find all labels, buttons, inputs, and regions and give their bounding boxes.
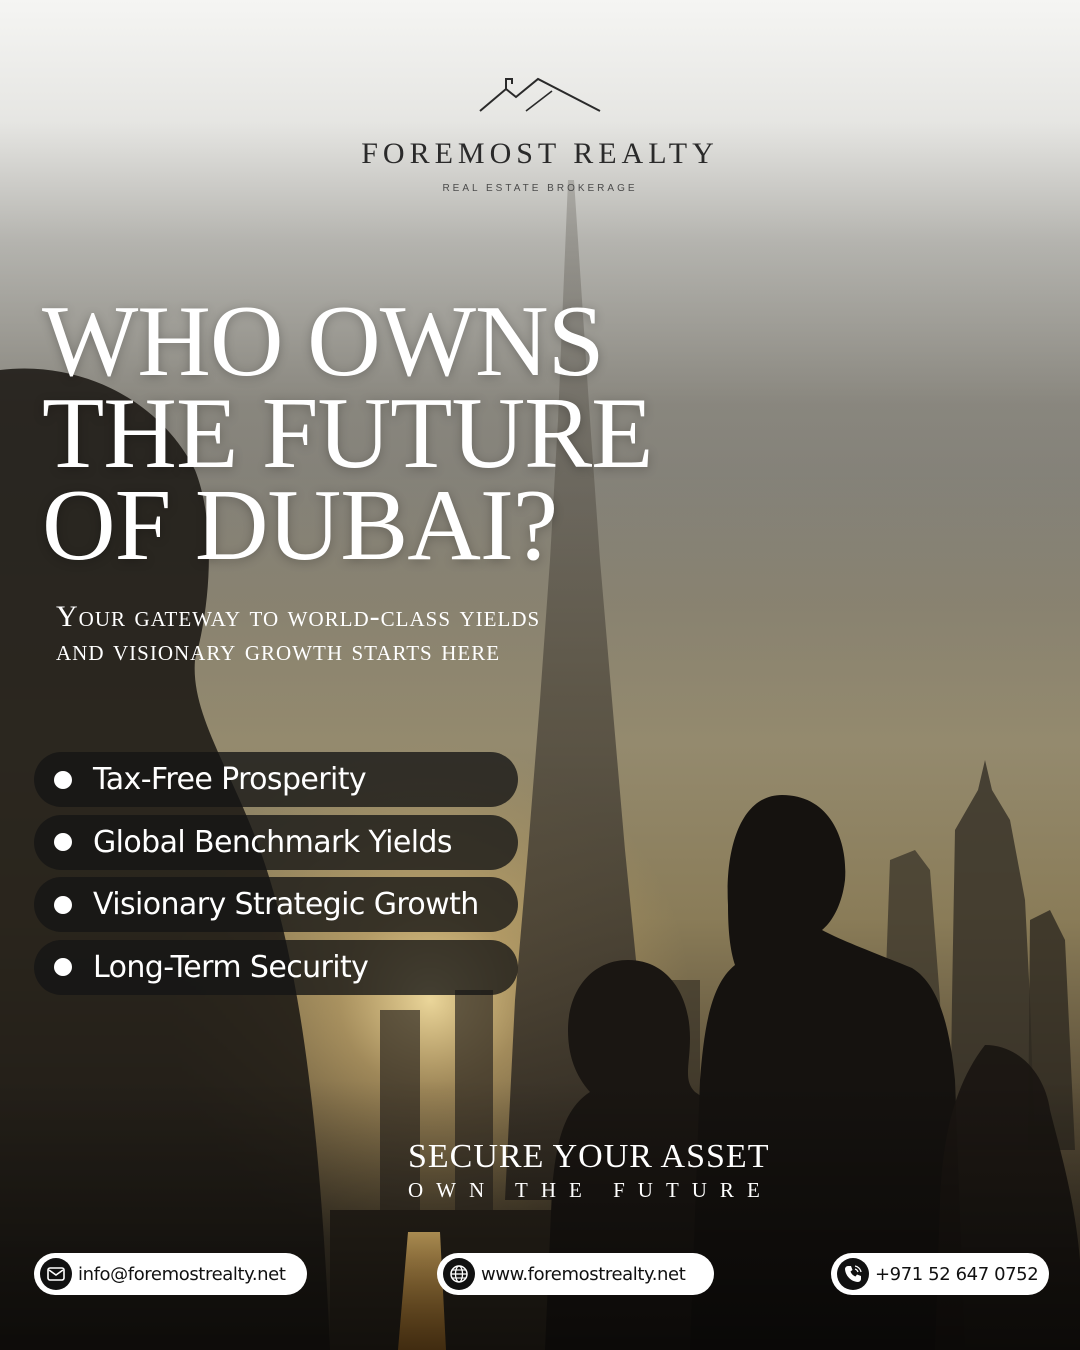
feature-item bbox=[34, 752, 518, 807]
mail-icon bbox=[40, 1258, 72, 1290]
bullet-icon bbox=[54, 958, 72, 976]
cta-main: SECURE YOUR ASSET bbox=[408, 1138, 770, 1175]
feature-label: Tax-Free Prosperity bbox=[93, 762, 367, 797]
feature-item bbox=[34, 940, 518, 995]
bullet-icon bbox=[54, 833, 72, 851]
call-to-action bbox=[408, 1138, 773, 1203]
feature-list bbox=[34, 752, 518, 1002]
headline-line-2: THE FUTURE bbox=[42, 377, 653, 490]
brand-name: FOREMOST REALTY bbox=[361, 137, 719, 170]
house-roof-icon bbox=[478, 75, 602, 115]
globe-icon bbox=[443, 1258, 475, 1290]
subheadline-line-2: and visionary growth starts here bbox=[56, 634, 501, 667]
feature-label: Long-Term Security bbox=[93, 949, 369, 985]
subheadline-line-1: Your gateway to world-class yields bbox=[56, 600, 541, 633]
feature-label: Visionary Strategic Growth bbox=[93, 887, 479, 922]
headline-line-1: WHO OWNS bbox=[42, 285, 604, 398]
email-text: info@foremostrealty.net bbox=[78, 1263, 286, 1285]
headline-line-3: OF DUBAI? bbox=[42, 469, 558, 582]
subheadline bbox=[56, 600, 540, 668]
feature-label: Global Benchmark Yields bbox=[93, 824, 452, 860]
brand-tagline: REAL ESTATE BROKERAGE bbox=[442, 183, 638, 194]
phone-contact[interactable] bbox=[831, 1253, 1049, 1295]
email-contact[interactable] bbox=[34, 1253, 307, 1295]
bullet-icon bbox=[54, 771, 72, 789]
feature-item bbox=[34, 877, 518, 932]
website-text: www.foremostrealty.net bbox=[481, 1263, 686, 1285]
headline bbox=[42, 285, 653, 582]
bullet-icon bbox=[54, 896, 72, 914]
website-contact[interactable] bbox=[437, 1253, 714, 1295]
phone-text: +971 52 647 0752 bbox=[875, 1263, 1039, 1285]
cta-sub: OWN THE FUTURE bbox=[408, 1178, 773, 1202]
phone-icon bbox=[837, 1258, 869, 1290]
feature-item bbox=[34, 815, 518, 870]
brand-logo bbox=[0, 75, 1080, 194]
